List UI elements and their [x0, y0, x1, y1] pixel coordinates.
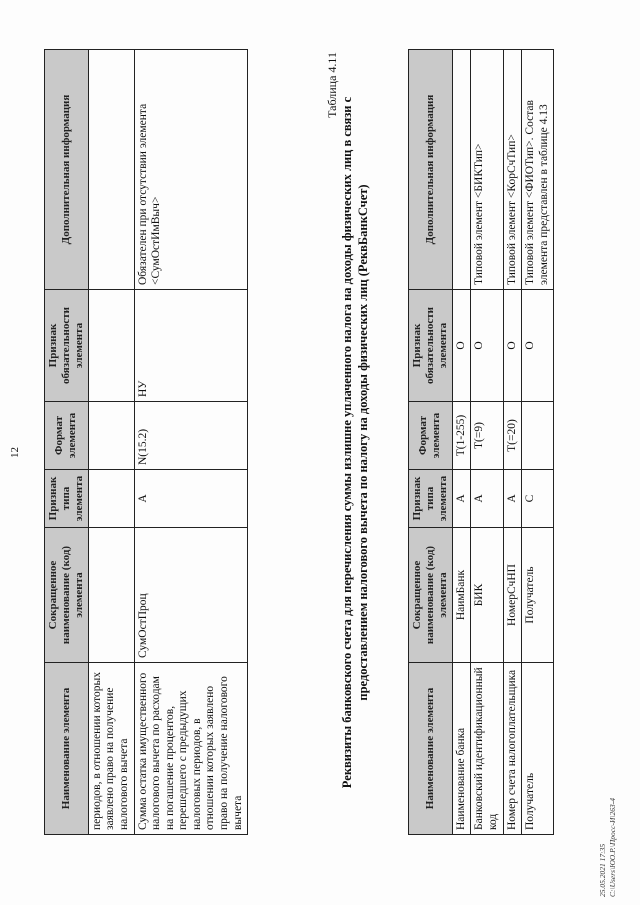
table-cell — [88, 50, 134, 290]
header-cell: Признак обязательности элемента — [409, 290, 453, 402]
table-cell: О — [503, 290, 522, 402]
table-cell: НомерСчНП — [503, 528, 522, 663]
table-cell — [88, 402, 134, 470]
table-cell: T(=9) — [471, 402, 503, 470]
table-cell: НаимБанк — [452, 528, 471, 663]
table-cell — [88, 528, 134, 663]
header-cell: Наименование элемента — [409, 663, 453, 835]
table-cell: О — [471, 290, 503, 402]
header-cell: Признак типа элемента — [409, 470, 453, 528]
table-cell: периодов, в отношении которых заявлено право на получение налогового вычета — [88, 663, 134, 835]
table-label: Таблица 4.11 — [325, 52, 339, 118]
table-cell: БИК — [471, 528, 503, 663]
table-cell: А — [452, 470, 471, 528]
header-cell: Признак обязательности элемента — [45, 290, 89, 402]
page-number: 12 — [9, 447, 21, 458]
table-cell — [88, 470, 134, 528]
table-header-row — [45, 50, 89, 835]
table-row — [522, 50, 554, 835]
table-cell: Наименование банка — [452, 663, 471, 835]
header-cell: Дополнительная информация — [45, 50, 89, 290]
table-cell: С — [522, 470, 554, 528]
header-cell: Сокращенное наименование (код) элемента — [409, 528, 453, 663]
table-row — [134, 50, 248, 835]
table-title: Реквизиты банковского счета для перечисления суммы излишне уплаченного налога на доходы физических лиц в связи с предоставлением налогового вычета по налогу на доходы физических лиц (РеквБанкСчет) — [340, 96, 371, 789]
table-cell: Обязателен при отсутствии элемента <СумОстИмВыч> — [134, 50, 248, 290]
table-cell: НУ — [134, 290, 248, 402]
header-cell: Формат элемента — [409, 402, 453, 470]
table-cell: T(1-255) — [452, 402, 471, 470]
table-cell — [88, 290, 134, 402]
table-cell: Типовой элемент <БИКТип> — [471, 50, 503, 290]
table-cell — [452, 50, 471, 290]
table-cell: Получатель — [522, 663, 554, 835]
table-cell: Типовой элемент <КорСчТип> — [503, 50, 522, 290]
table-cell: СумОстПроц — [134, 528, 248, 663]
header-cell: Сокращенное наименование (код) элемента — [45, 528, 89, 663]
header-cell: Наименование элемента — [45, 663, 89, 835]
table-cell: Получатель — [522, 528, 554, 663]
table-cell — [522, 402, 554, 470]
table-cell: А — [503, 470, 522, 528]
header-cell: Дополнительная информация — [409, 50, 453, 290]
table-cell: Сумма остатка имущественного налогового вычета по расходам на погашение процентов, перешедшего с предыдущих налоговых периодов, в отношении которых заявлено право на получение налогового вычета — [134, 663, 248, 835]
table-header-row — [409, 50, 453, 835]
stamp-date: 25.05.2021 17:35 — [598, 843, 607, 897]
table-row — [503, 50, 522, 835]
table-cell: О — [452, 290, 471, 402]
table-cell: Номер счета налогоплательщика — [503, 663, 522, 835]
table-cell: А — [471, 470, 503, 528]
table-bank-account — [408, 49, 554, 835]
table-cell: N(15.2) — [134, 402, 248, 470]
table-row — [88, 50, 134, 835]
table-row — [471, 50, 503, 835]
table-cell: А — [134, 470, 248, 528]
header-cell: Формат элемента — [45, 402, 89, 470]
header-cell: Признак типа элемента — [45, 470, 89, 528]
stamp-path: С:\Users\ЮО.Р.\Просс-И\263-4 — [607, 798, 617, 897]
table-cell: Банковский идентификационный код — [471, 663, 503, 835]
table-row — [452, 50, 471, 835]
table-cell: Типовой элемент <ФИОТип>. Состав элемента представлен в таблице 4.13 — [522, 50, 554, 290]
table-cell: T(=20) — [503, 402, 522, 470]
table-cell: О — [522, 290, 554, 402]
table-continuation — [44, 49, 248, 835]
print-stamp — [598, 798, 618, 897]
